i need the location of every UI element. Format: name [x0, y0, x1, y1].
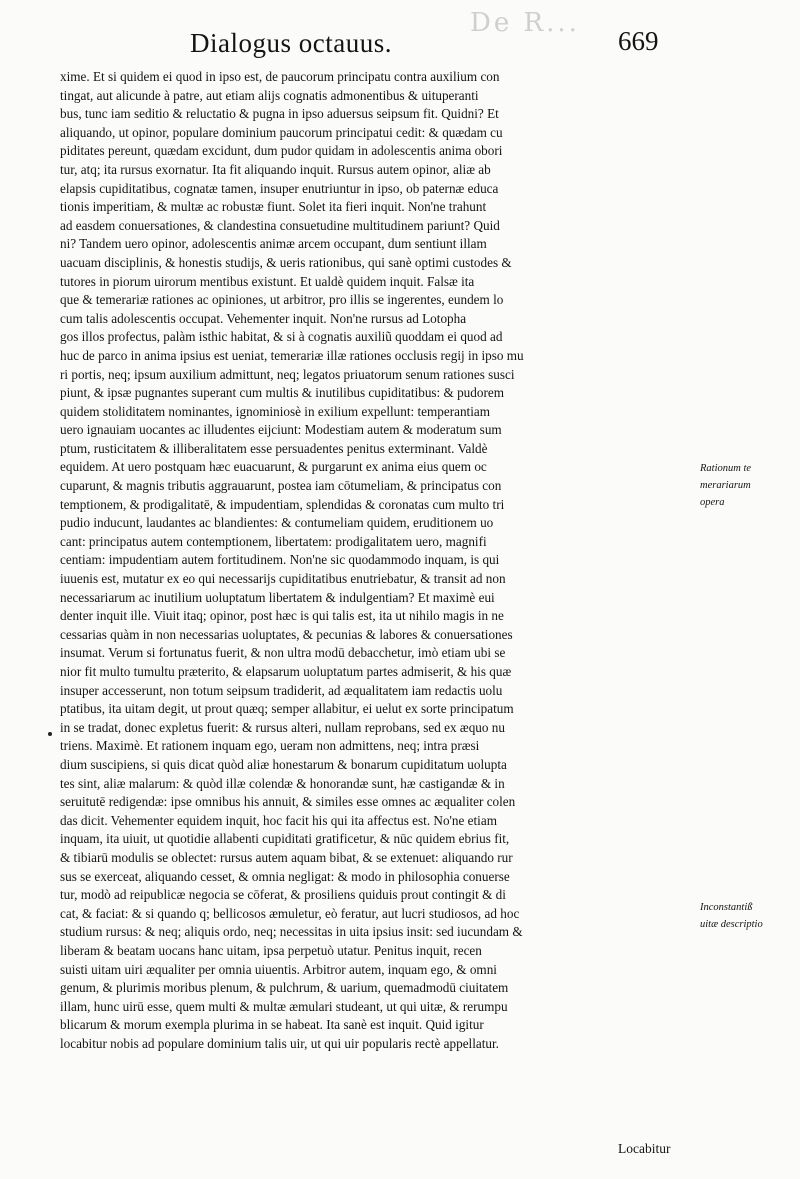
text-line: ni? Tandem uero opinor, adolescentis animæ arcem occupant, dum sentiunt illam: [60, 236, 487, 252]
text-line: uacuam disciplinis, & honestis studijs, & ueris rationibus, qui sanè optimi custodes &: [60, 254, 512, 270]
page-number: 669: [618, 26, 659, 56]
text-line: cant: principatus autem contemptionem, libertatem: prodigalitatem uero, magnifi: [60, 533, 487, 549]
text-line: uero ignauiam uocantes ac illudentes eijciunt: Modestiam autem & moderatum sum: [60, 422, 502, 438]
text-line: sus se exerceat, aliquando cesset, & omnia negligat: & modo in philosophia conuerse: [60, 868, 510, 884]
margin-note-rationum: [700, 460, 798, 511]
text-line: equidem. At uero postquam hæc euacuarunt, & purgarunt ex anima eius quem oc: [60, 459, 487, 475]
text-line: piditates pereunt, quædam excidunt, dum pudor quidam in adolescentis anima obori: [60, 143, 503, 159]
text-line: seruitutē redigendæ: ipse omnibus his annuit, & similes esse omnes ac æqualiter colen: [60, 794, 516, 810]
text-line: cuparunt, & magnis tributis aggrauarunt, postea iam cōtumeliam, & principatus con: [60, 478, 502, 494]
catchword: Locabitur: [618, 1141, 671, 1156]
text-line: elapsis cupiditatibus, cognatæ tamen, insuper enutriuntur in ipso, ob paternæ educa: [60, 180, 499, 196]
running-head: Dialogus octauus.: [190, 28, 392, 58]
text-line: tur, atq; ita rursus exornatur. Ita fit aliquando inquit. Rursus autem opinor, aliæ ab: [60, 161, 491, 177]
text-line: studium rursus: & neq; aliquis ordo, neq; necessitas in uita ipsius insit: sed iucundam &: [60, 924, 523, 940]
text-line: das dicit. Vehementer equidem inquit, hoc facit his qui ita affectus est. No'ne etiam: [60, 812, 497, 828]
text-line: xime. Et si quidem ei quod in ipso est, de paucorum principatu contra auxilium con: [60, 69, 500, 84]
text-line: ri portis, neq; ipsum auxilium admittunt, neq; legatos priuatorum senum rationes susci: [60, 366, 515, 382]
margin-note-line: Rationum te: [700, 463, 752, 474]
margin-note-line: uitæ descriptio: [700, 919, 763, 930]
text-line: tutores in piorum uirorum mentibus existunt. Et ualdè quidem inquit. Falsæ ita: [60, 273, 475, 289]
text-line: huc de parco in anima ipsius est ueniat, temerariæ illæ rationes occlusis regij in ipso mu: [60, 347, 524, 363]
text-line: temptionem, & prodigalitatē, & impudentiam, splendidas & coronatas cum multo tri: [60, 496, 505, 512]
bleed-through-text: De R...: [470, 8, 580, 38]
text-line: iuuenis est, mutatur ex eo qui necessarijs cupiditatibus enutriebatur, & transit ad non: [60, 571, 506, 587]
text-line: liberam & beatam uocans hanc uitam, ipsa perpetuò utatur. Penitus inquit, recen: [60, 942, 482, 958]
text-line: tingat, aut alicunde à patre, aut etiam alijs cognatis admonentibus & uituperanti: [60, 87, 479, 103]
text-line: cessarias quàm in non necessarias uoluptates, & pecunias & labores & conuersationes: [60, 626, 513, 642]
text-line: centiam: impudentiam autem fortitudinem. Non'ne sic quodammodo inquam, is qui: [60, 552, 500, 568]
text-line: ptatibus, ita uitam degit, ut prout quæq; semper allabitur, ei uelut ex sorte principatum: [60, 701, 514, 717]
text-line: que & temerariæ rationes ac opiniones, ut arbitror, pro illis se ingerentes, eundem lo: [60, 292, 504, 308]
text-line: locabitur nobis ad populare dominium talis uir, ut qui uir popularis rectè appellatur.: [60, 1035, 499, 1051]
text-line: triens. Maximè. Et rationem inquam ego, ueram non admittens, neq; intra præsi: [60, 738, 480, 754]
text-line: tes sint, aliæ malarum: & quòd illæ colendæ & honorandæ sunt, hæ castigandæ & in: [60, 775, 505, 791]
text-line: insuper accesserunt, non totum seipsum tradiderit, ad æqualitatem iam redactis uolu: [60, 682, 503, 698]
text-line: aliquando, ut opinor, populare dominium paucorum principatui cedit: & quædam cu: [60, 124, 503, 140]
text-line: in se tradat, donec expletus fuerit: & rursus alteri, nullam reprobans, sed ex æquo nu: [60, 719, 505, 735]
text-line: gos illos profectus, palàm isthic habitat, & si à cognatis auxiliũ quoddam ei quod ad: [60, 329, 503, 345]
text-line: necessariarum ac inutilium uoluptatum libertatem & indulgentiam? Et maximè eui: [60, 589, 495, 605]
margin-note-inconstantis: [700, 899, 798, 933]
text-line: ad easdem conuersationes, & clandestina consuetudine multitudinem pariunt? Quid: [60, 217, 500, 233]
main-text-block: [60, 68, 700, 1053]
text-line: bus, tunc iam seditio & reluctatio & pugna in ipso aduersus seipsum fit. Quidni? Et: [60, 106, 499, 122]
text-line: insumat. Verum si fortunatus fuerit, & non ultra modū debacchetur, imò etiam ubi se: [60, 645, 506, 661]
text-line: genum, & plurimis moribus plenum, & pulchrum, & uarium, quemadmodū ciuitatem: [60, 980, 509, 996]
text-line: cat, & faciat: & si quando q; bellicosos æmuletur, eò feratur, aut lucri studiosos, ad hoc: [60, 905, 520, 921]
text-line: denter inquit ille. Viuit itaq; opinor, post hæc is qui talis est, ita ut nihilo magis in ne: [60, 608, 504, 624]
margin-dot: [48, 732, 52, 736]
text-line: quidem stoliditatem nominantes, ignominiosè in exilium expellunt: temperantiam: [60, 403, 490, 419]
text-line: cum talis adolescentis occupat. Vehementer inquit. Non'ne rursus ad Lotopha: [60, 310, 467, 326]
margin-note-line: Inconstantiß: [700, 902, 753, 913]
text-line: suisti uitam uiri æqualiter per omnia uiuentis. Arbitror autem, inquam ego, & omni: [60, 961, 497, 977]
text-line: illam, hunc uirū esse, quem multi & multæ æmulari studeant, ut qui uitæ, & rerumpu: [60, 998, 508, 1014]
text-line: blicarum & morum exempla plurima in se habeat. Ita sanè est inquit. Quid igitur: [60, 1017, 484, 1033]
text-line: ptum, rusticitatem & illiberalitatem esse persuadentes penitus exterminant. Valdè: [60, 440, 488, 456]
text-line: tionis imperitiam, & multæ ac robustæ fiunt. Solet ita fieri inquit. Non'ne trahunt: [60, 199, 487, 215]
text-line: tur, modò ad reipublicæ negocia se cōferat, & prosiliens quiduis prout contingit & di: [60, 887, 506, 903]
margin-note-line: opera: [700, 497, 725, 508]
text-line: nior fit multo tumultu præterito, & elapsarum uoluptatum partes admiserit, & his quæ: [60, 664, 512, 679]
text-line: dium suscipiens, si quis dicat quòd aliæ honestarum & bonarum cupiditatum uolupta: [60, 756, 507, 772]
text-line: piunt, & ipsæ pugnantes superant cum multis & inutilibus cupiditatibus: & pudorem: [60, 385, 504, 401]
text-line: inquam, ita uiuit, ut quotidie allabenti cupiditati gratificetur, & nūc quidem ebrius fit,: [60, 831, 510, 847]
text-line: pudio inducunt, laudantes ac blandientes: & contumeliam quidem, eruditionem uo: [60, 515, 494, 531]
margin-note-line: merariarum: [700, 480, 751, 491]
text-line: & tibiarū modulis se oblectet: rursus autem aquam bibat, & se extenuet: aliquando rur: [60, 849, 513, 865]
